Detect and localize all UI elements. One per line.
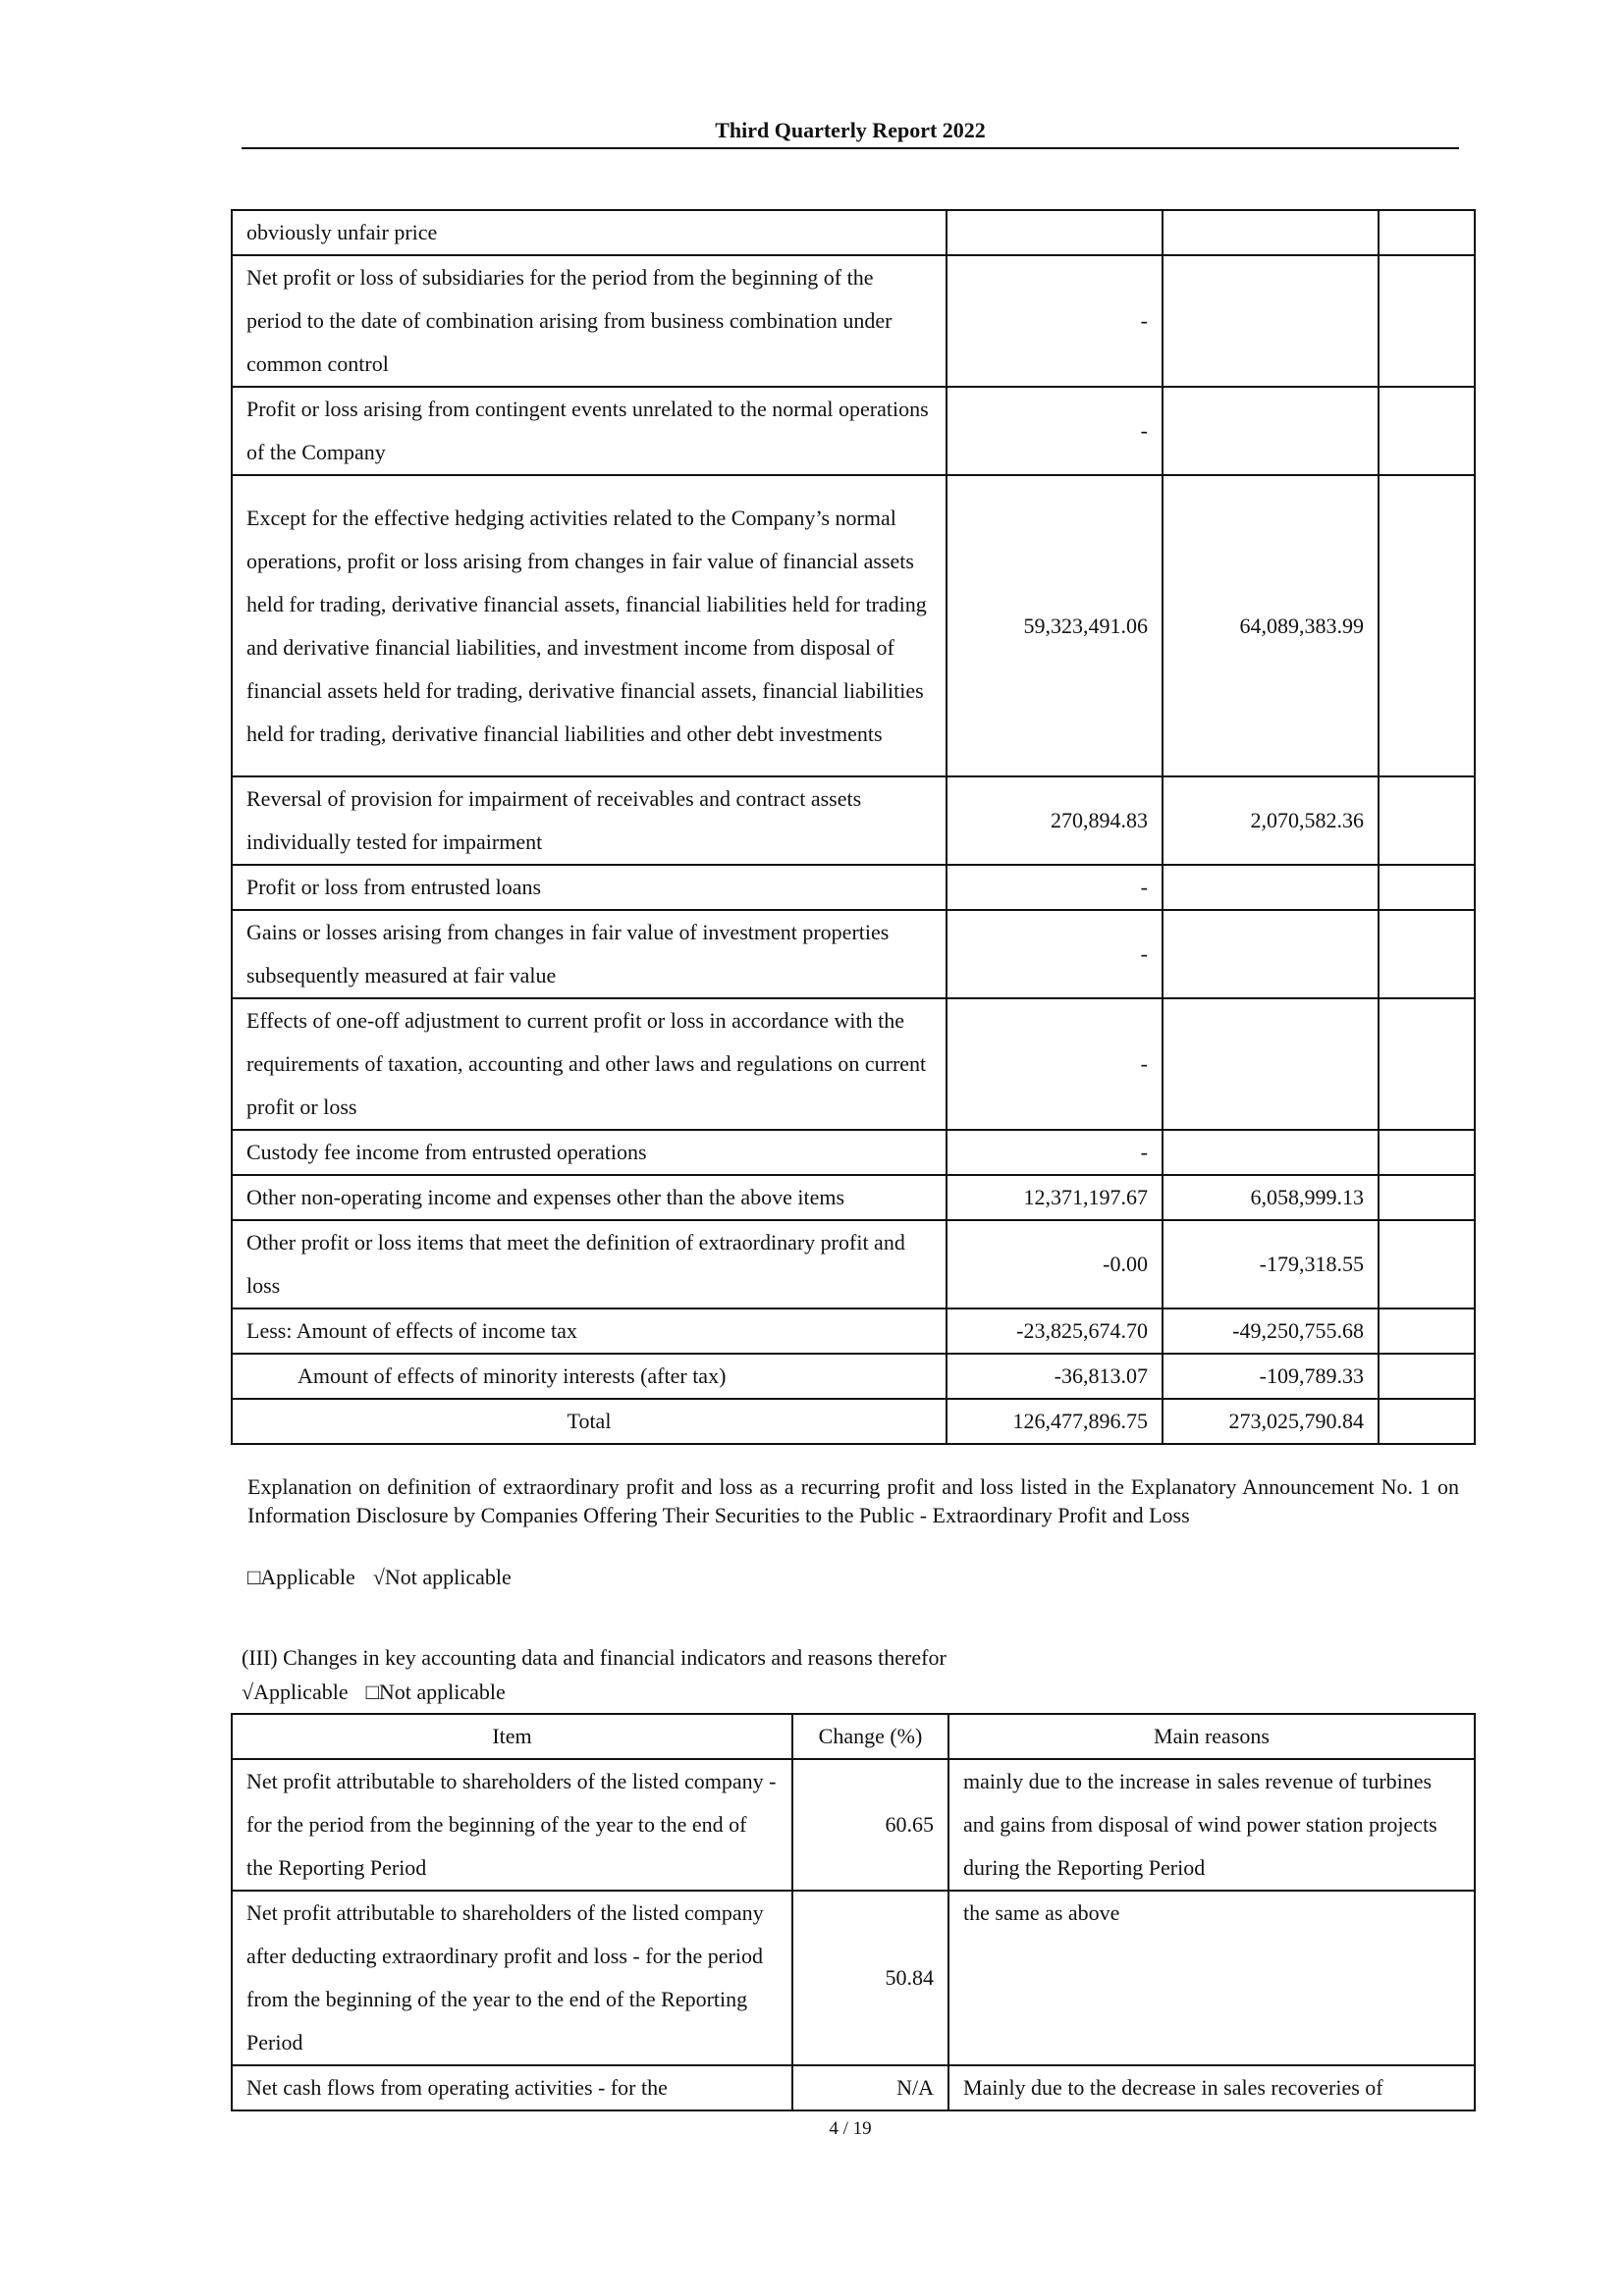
explanation-applicability [247, 1563, 512, 1592]
item-label: Profit or loss from entrusted loans [232, 865, 947, 910]
header-row [232, 1714, 1475, 1759]
table-row [232, 1175, 1475, 1220]
table-row [232, 1220, 1475, 1308]
note-cell [1379, 1220, 1475, 1308]
note-cell [1379, 1308, 1475, 1354]
table-row [232, 865, 1475, 910]
ytd-value: 2,070,582.36 [1163, 776, 1379, 865]
table-row [232, 1759, 1475, 1891]
current-period-value [947, 210, 1163, 255]
ytd-value [1163, 910, 1379, 998]
note-cell [1379, 475, 1475, 776]
table-row [232, 1891, 1475, 2065]
current-period-value: -36,813.07 [947, 1354, 1163, 1399]
column-header-change: Change (%) [792, 1714, 948, 1759]
ytd-value [1163, 210, 1379, 255]
table-row [232, 998, 1475, 1130]
current-period-value: 270,894.83 [947, 776, 1163, 865]
note-cell [1379, 1354, 1475, 1399]
item-label: Gains or losses arising from changes in fair value of investment properties subsequently measured at fair value [232, 910, 947, 998]
main-reason: mainly due to the increase in sales revenue of turbines and gains from disposal of wind power station projects during the Reporting Period [948, 1759, 1475, 1891]
ytd-value: -109,789.33 [1163, 1354, 1379, 1399]
current-period-value: 59,323,491.06 [947, 475, 1163, 776]
ytd-value [1163, 1130, 1379, 1175]
section-title: (III) Changes in key accounting data and financial indicators and reasons therefor [242, 1645, 947, 1670]
change-value: N/A [792, 2065, 948, 2110]
item-label: Other profit or loss items that meet the definition of extraordinary profit and loss [232, 1220, 947, 1308]
item-label: Net profit or loss of subsidiaries for the period from the beginning of the period to the date of combination arising from business combination under common control [232, 255, 947, 387]
report-header-title: Third Quarterly Report 2022 [715, 118, 986, 142]
extraordinary-items-table [231, 209, 1476, 1445]
current-period-value: -23,825,674.70 [947, 1308, 1163, 1354]
note-cell [1379, 910, 1475, 998]
header-rule [242, 147, 1459, 149]
item-label: Net profit attributable to shareholders of the listed company after deducting extraordinary profit and loss - for the period from the beginning of the year to the end of the Reporting Period [232, 1891, 792, 2065]
total-ytd-value: 273,025,790.84 [1163, 1399, 1379, 1444]
note-cell [1379, 776, 1475, 865]
change-value: 60.65 [792, 1759, 948, 1891]
item-label: Net cash flows from operating activities - for the [232, 2065, 792, 2110]
ytd-value [1163, 865, 1379, 910]
item-label: Custody fee income from entrusted operations [232, 1130, 947, 1175]
table-row [232, 910, 1475, 998]
current-period-value: - [947, 1130, 1163, 1175]
item-label: Effects of one-off adjustment to current profit or loss in accordance with the requirements of taxation, accounting and other laws and regulations on current profit or loss [232, 998, 947, 1130]
ytd-value [1163, 387, 1379, 475]
note-cell [1379, 865, 1475, 910]
ytd-value: 64,089,383.99 [1163, 475, 1379, 776]
ytd-value: -179,318.55 [1163, 1220, 1379, 1308]
column-header-reasons: Main reasons [948, 1714, 1475, 1759]
total-current-period-value: 126,477,896.75 [947, 1399, 1163, 1444]
applicable-checkbox-label: □Applicable [247, 1565, 355, 1589]
item-label: Amount of effects of minority interests (after tax) [232, 1354, 947, 1399]
table-row [232, 1130, 1475, 1175]
ytd-value: -49,250,755.68 [1163, 1308, 1379, 1354]
ytd-value: 6,058,999.13 [1163, 1175, 1379, 1220]
item-label: Reversal of provision for impairment of receivables and contract assets individually tested for impairment [232, 776, 947, 865]
note-cell [1379, 998, 1475, 1130]
table-row [232, 1354, 1475, 1399]
main-reason: the same as above [948, 1891, 1475, 2065]
page-number: 4 / 19 [829, 2118, 872, 2139]
item-label: Less: Amount of effects of income tax [232, 1308, 947, 1354]
total-row [232, 1399, 1475, 1444]
current-period-value: - [947, 255, 1163, 387]
main-reason: Mainly due to the decrease in sales recoveries of [948, 2065, 1475, 2110]
column-header-item: Item [232, 1714, 792, 1759]
item-label: Other non-operating income and expenses other than the above items [232, 1175, 947, 1220]
item-label: Net profit attributable to shareholders of the listed company - for the period from the beginning of the year to the end of the Reporting Period [232, 1759, 792, 1891]
applicable-checkbox-label: √Applicable [242, 1680, 349, 1704]
key-data-changes-table [231, 1713, 1476, 2111]
ytd-value [1163, 255, 1379, 387]
note-cell [1379, 1130, 1475, 1175]
current-period-value: - [947, 865, 1163, 910]
table-row [232, 210, 1475, 255]
not-applicable-checkbox-label: □Not applicable [365, 1680, 506, 1704]
note-cell [1379, 387, 1475, 475]
table-row [232, 387, 1475, 475]
change-value: 50.84 [792, 1891, 948, 2065]
table-row [232, 776, 1475, 865]
total-label: Total [232, 1399, 947, 1444]
table-row [232, 255, 1475, 387]
note-cell [1379, 1175, 1475, 1220]
note-cell [1379, 1399, 1475, 1444]
item-label: obviously unfair price [232, 210, 947, 255]
note-cell [1379, 255, 1475, 387]
ytd-value [1163, 998, 1379, 1130]
table-row [232, 475, 1475, 776]
table-row [232, 2065, 1475, 2110]
current-period-value: - [947, 998, 1163, 1130]
explanation-paragraph: Explanation on definition of extraordinary profit and loss as a recurring profit and loss listed in the Explanatory Announcement No. 1 on Information Disclosure by Companies Offering Their Securities to the Public - Extraordinary Profit and Loss [247, 1474, 1459, 1527]
item-label: Profit or loss arising from contingent events unrelated to the normal operations of the Company [232, 387, 947, 475]
not-applicable-checkbox-label: √Not applicable [372, 1565, 512, 1589]
current-period-value: - [947, 910, 1163, 998]
note-cell [1379, 210, 1475, 255]
item-label: Except for the effective hedging activities related to the Company’s normal operations, profit or loss arising from changes in fair value of financial assets held for trading, derivative financial assets, financial liabilities held for trading and derivative financial liabilities, and investment income from disposal of financial assets held for trading, derivative financial assets, financial liabilities held for trading, derivative financial liabilities and other debt investments [232, 475, 947, 776]
current-period-value: - [947, 387, 1163, 475]
current-period-value: -0.00 [947, 1220, 1163, 1308]
current-period-value: 12,371,197.67 [947, 1175, 1163, 1220]
section-applicability [242, 1678, 506, 1707]
table-row [232, 1308, 1475, 1354]
